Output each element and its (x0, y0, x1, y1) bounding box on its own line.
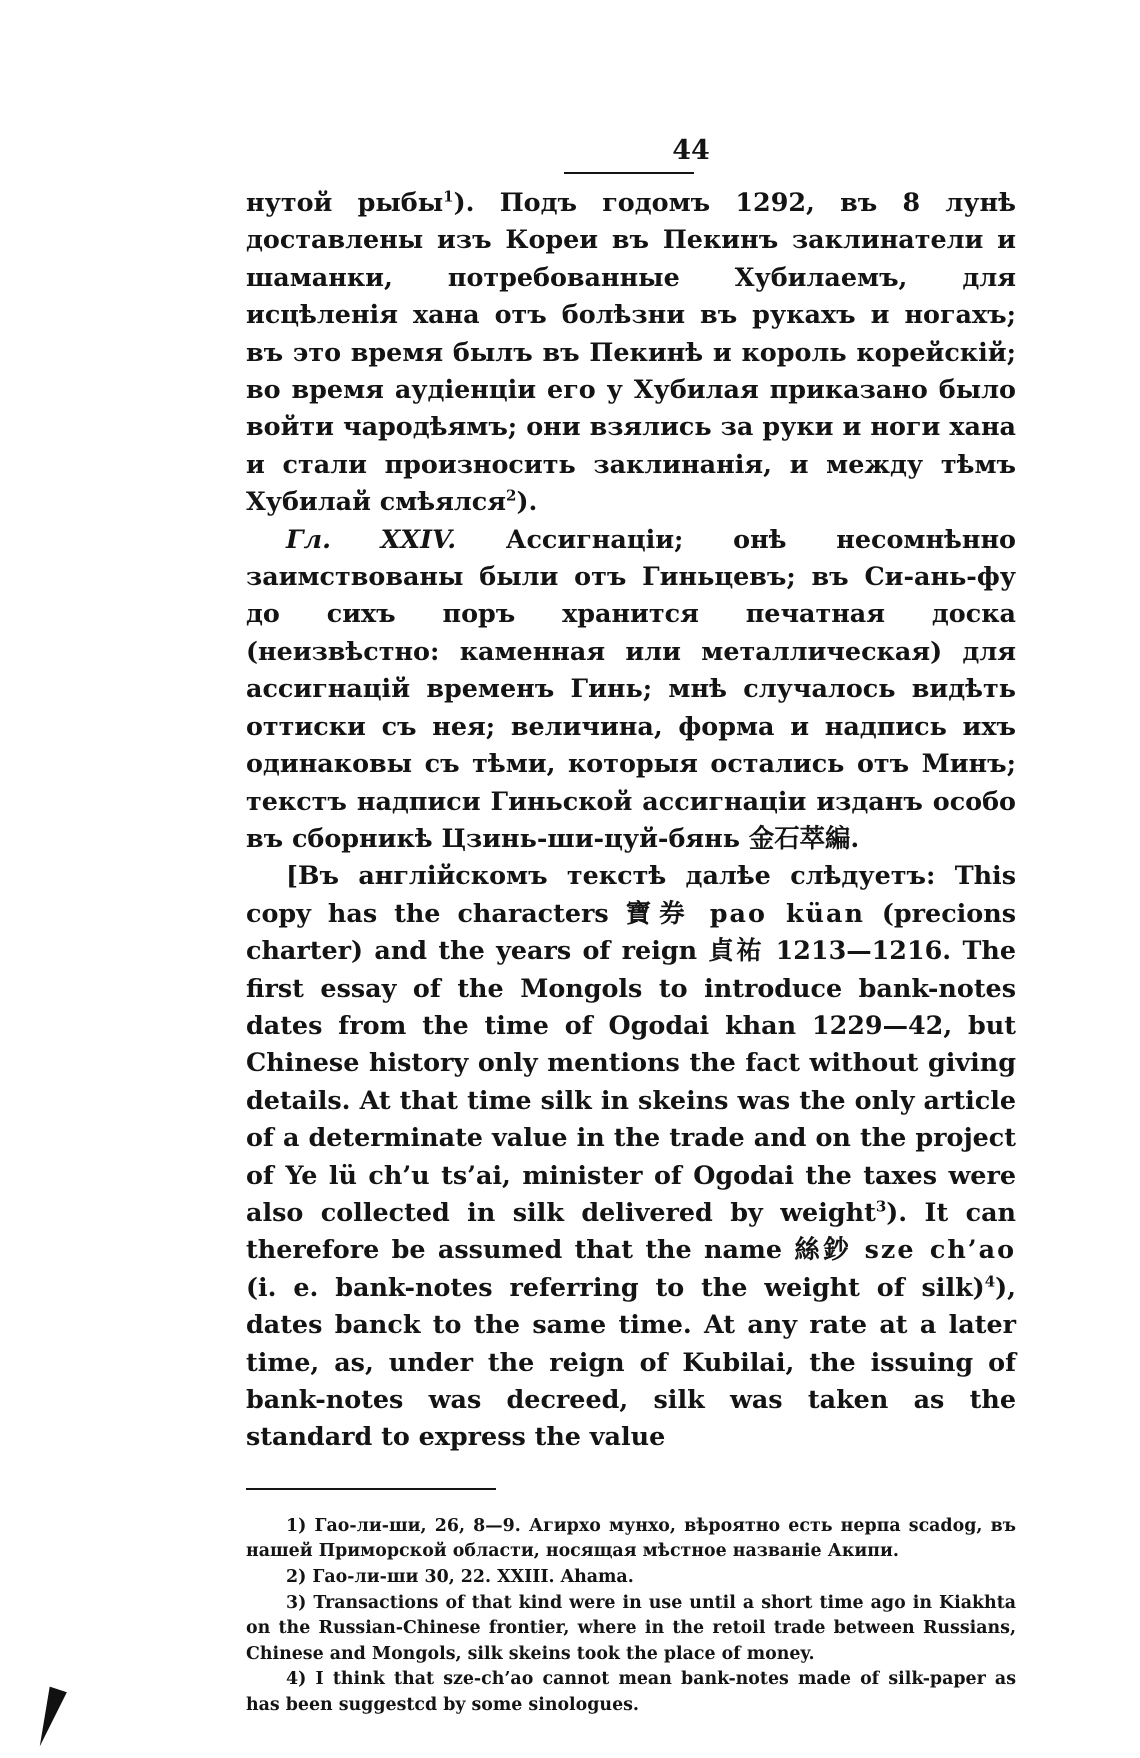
footnote-2: 2) Гао-ли-ши 30, 22. XXIII. Ahama. (286, 1567, 634, 1587)
text-run: ), dates banck to the same time. At any rate at a later time, as, under the reign of Kubilai, the issuing of bank-notes was decreed, silk was taken as the standard to express the value (246, 1271, 1016, 1452)
paragraph-2 (246, 521, 1016, 858)
footnotes (246, 1514, 1016, 1719)
footnote-ref: 1 (443, 187, 454, 206)
paragraph-3 (246, 857, 1016, 1456)
main-text (246, 184, 1016, 1456)
footnote-1: 1) Гао-ли-ши, 26, 8—9. Агирхо мунхо, вѣроятно есть нерпа scadog, въ нашей Приморской области, носящая мѣстное названіе Акипи. (246, 1515, 1016, 1562)
page-number: 44 (672, 135, 710, 166)
chinese-characters: 寶券 (625, 897, 693, 928)
transliteration: sze ch’ao (864, 1234, 1017, 1265)
book-page (246, 135, 1016, 1719)
text-run: [Въ англійскомъ текстѣ далѣе слѣдуетъ: This copy has the characters (246, 860, 1016, 928)
chinese-characters: 絲鈔 (794, 1234, 853, 1265)
text-run (852, 1234, 864, 1264)
footnote-ref: 4 (984, 1272, 996, 1291)
chinese-characters: 貞祐 (708, 935, 765, 966)
text-run: ). Подъ годомъ 1292, въ 8 лунѣ доставлены изъ Кореи въ Пекинъ заклинатели и шаманки, потребованные Хубилаемъ, для исцѣленія хана отъ болѣзни въ рукахъ и ногахъ; въ это время былъ въ Пекинѣ и король корейскій; во время аудіенціи его у Хубилая приказано было войти чародѣямъ; они взялись за руки и ноги хана и стали произносить заклинанія, и между тѣмъ Хубилай смѣялся (246, 187, 1016, 517)
text-run: (precions charter) and the years of reign (246, 897, 1017, 966)
text-run: 1213—1216. The first essay of the Mongols to introduce bank-notes dates from the time of Ogodai khan 1229—42, but Chinese history only mentions the fact without giving details. At that time silk in skeins was the only article of a determinate value in the trade and on the project of Ye lü ch’u ts’ai, minister of Ogodai the taxes were also collected in silk delivered by weight (246, 935, 1016, 1227)
text-run (693, 898, 710, 928)
footnote-4: 4) I think that sze-ch’ao cannot mean bank-notes made of silk-paper as has been suggestcd by some sinologues. (246, 1669, 1016, 1715)
paragraph-1 (246, 184, 1016, 521)
footnote-ref: 2 (506, 486, 517, 505)
text-run: ). It can therefore be assumed that the name (246, 1196, 1016, 1265)
text-run: . (850, 822, 860, 853)
ink-mark (31, 1687, 67, 1750)
chinese-characters: 金石萃編 (748, 822, 851, 853)
footnote-ref: 3 (875, 1197, 887, 1216)
footnote-3: 3) Transactions of that kind were in use until a short time ago in Kiakhta on the Russian-Chinese frontier, where in the retoil trade between Russians, Chinese and Mongols, silk skeins took the place of money. (246, 1592, 1016, 1664)
footnote-rule (246, 1488, 496, 1490)
text-run: ). (516, 486, 538, 517)
chapter-ref: Гл. XXIV. (286, 523, 457, 554)
text-run: нутой рыбы (246, 187, 444, 217)
transliteration: pao küan (709, 897, 865, 928)
page-number-rule (564, 172, 694, 174)
text-run: Ассигнаціи; онѣ несомнѣнно заимствованы были отъ Гиньцевъ; въ Си-ань-фу до сихъ поръ хранится печатная доска (неизвѣстно: каменная или металлическая) для ассигнацій временъ Гинь; мнѣ случалось видѣть оттиски съ нея; величина, форма и надпись ихъ одинаковы съ тѣми, которыя остались отъ Минъ; текстъ надписи Гиньской ассигнаціи изданъ особо въ сборникѣ Цзинь-ши-цуй-бянь (246, 523, 1016, 853)
text-run: (i. e. bank-notes referring to the weight of silk) (246, 1271, 985, 1302)
